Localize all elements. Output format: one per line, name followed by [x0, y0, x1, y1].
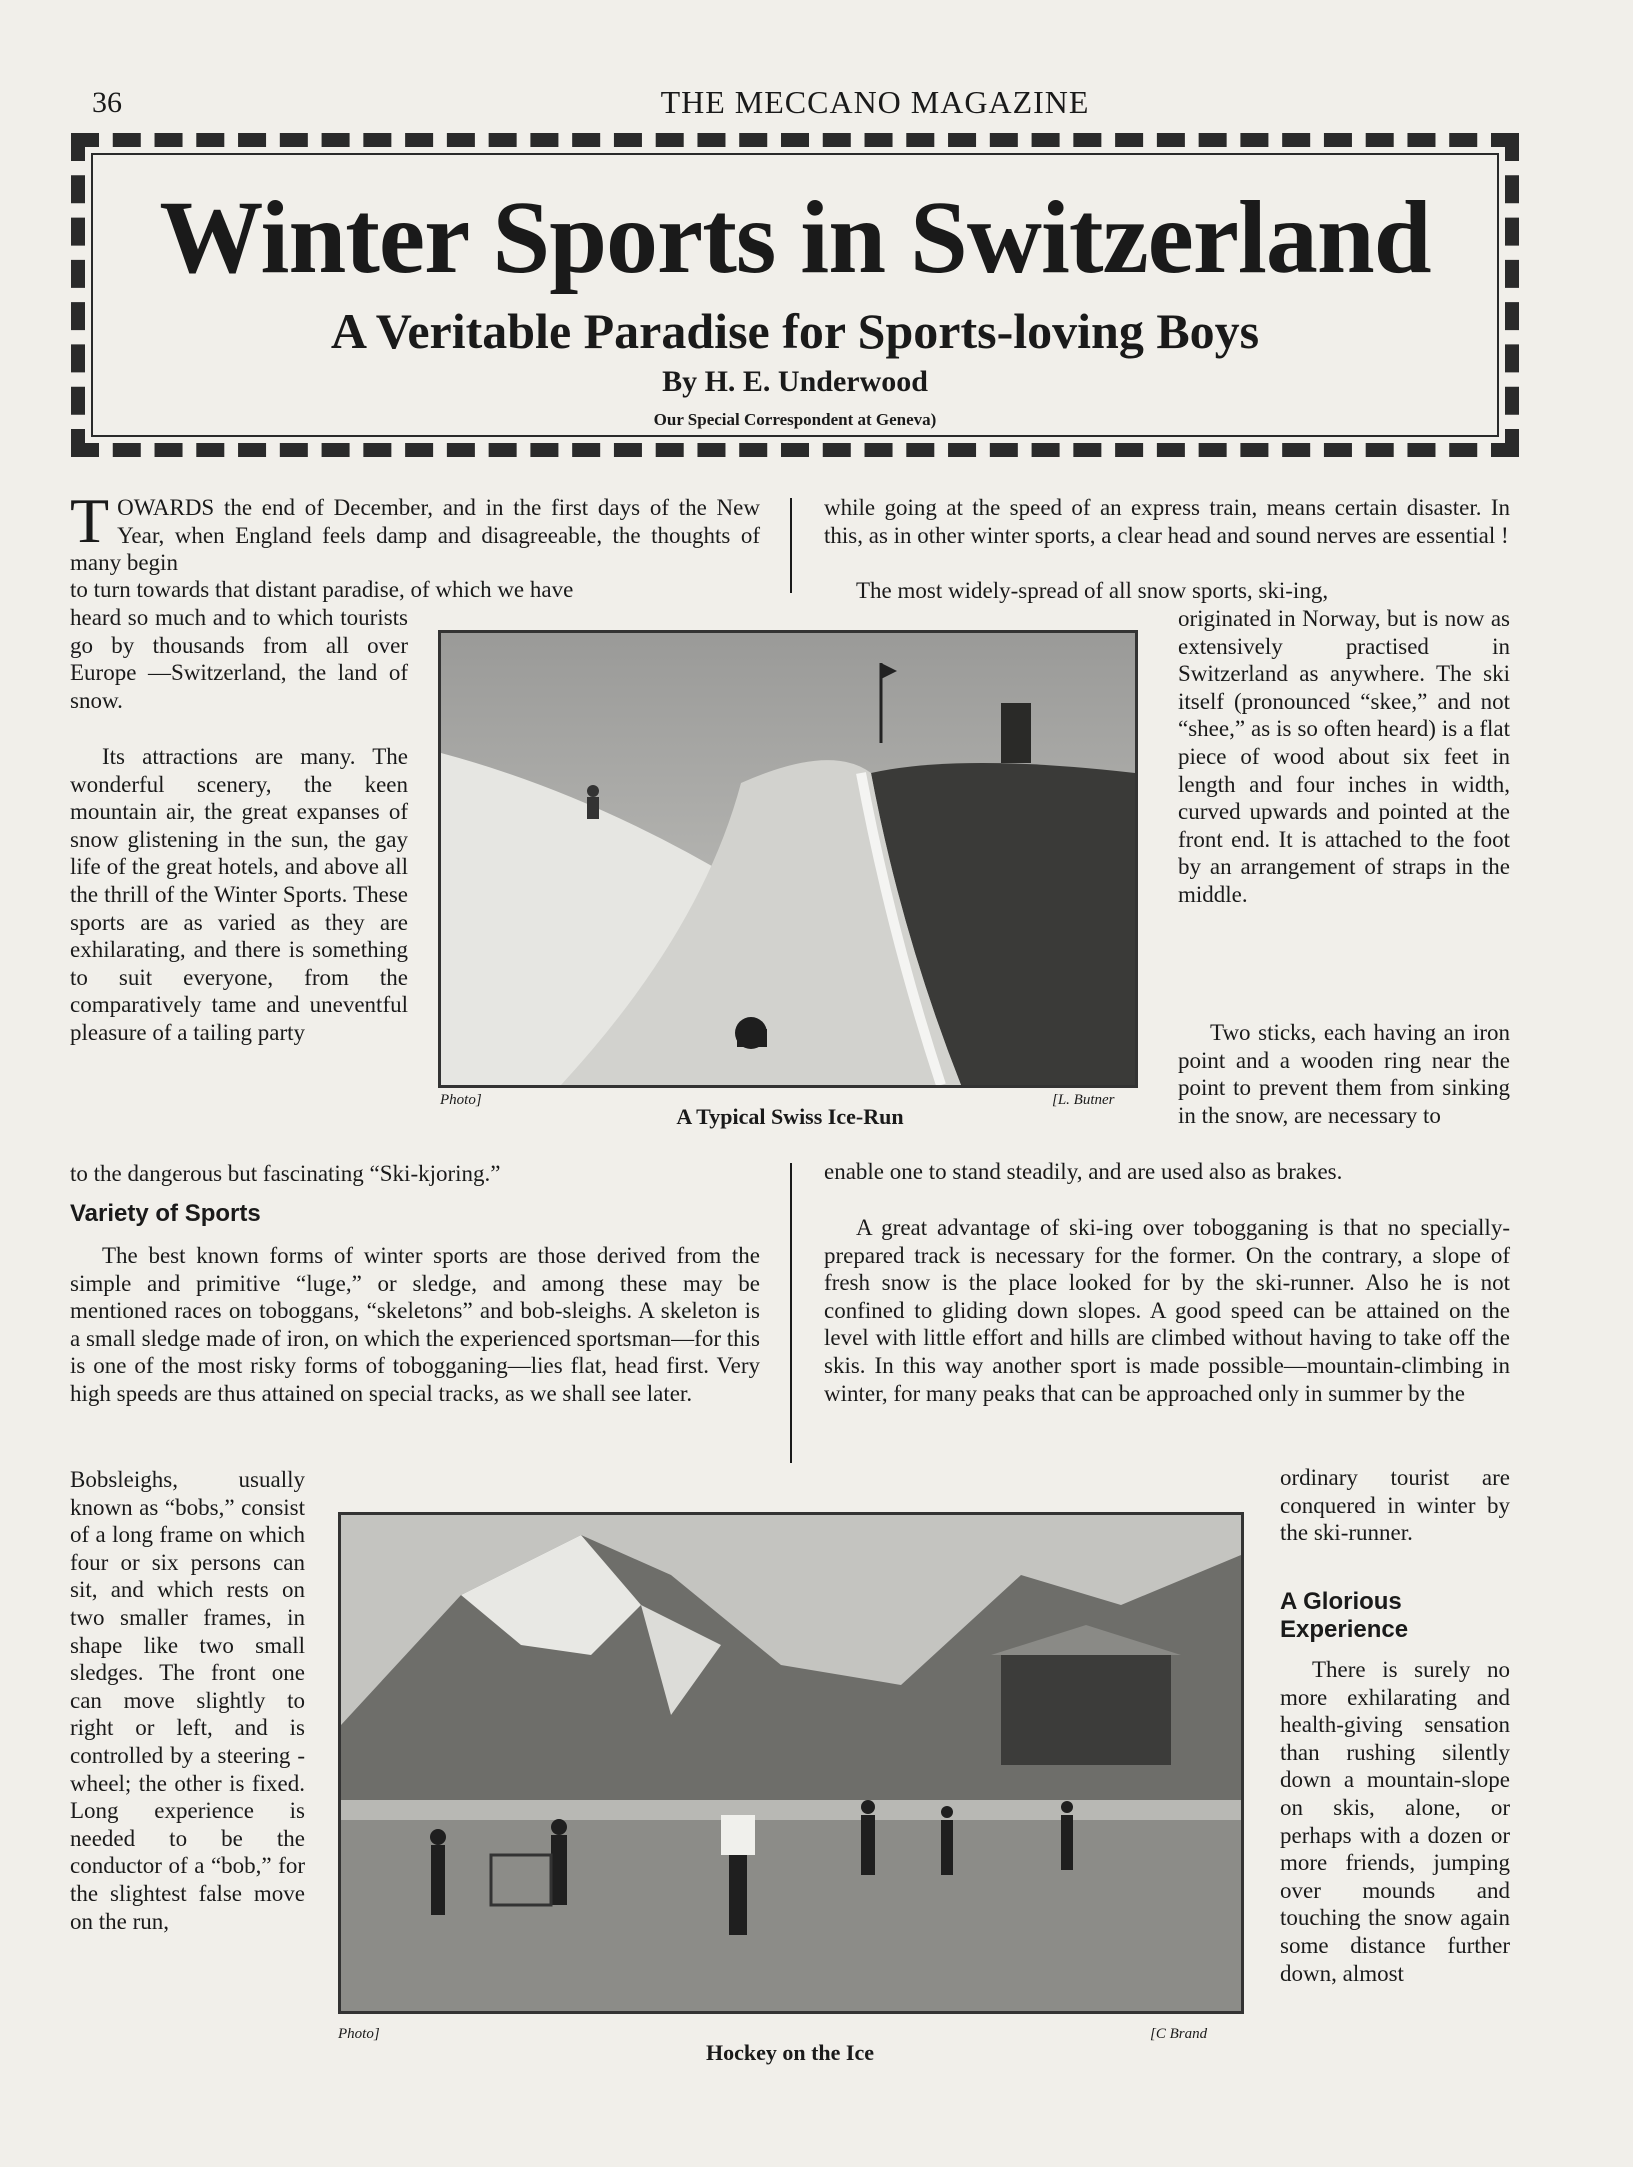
drop-cap: T	[70, 485, 110, 556]
hockey-photo	[338, 1512, 1244, 2014]
intro-line: to turn towards that distant paradise, of which we have	[70, 577, 574, 602]
ice-run-photo	[438, 630, 1138, 1088]
photo2-caption: Hockey on the Ice	[705, 2040, 875, 2065]
correspondent-note: Our Special Correspondent at Geneva)	[653, 410, 937, 429]
byline: By H. E. Underwood	[662, 365, 928, 398]
article-subtitle: A Veritable Paradise for Sports-loving Boys	[330, 303, 1260, 359]
glorious-paragraph: There is surely no more exhilarating and health-giving sensation than rushing silently down a mountain-slope on skis, alone, or perhaps with a dozen or more friends, jumping over mounds and touching the snow again some distance further down, almost	[1280, 1657, 1510, 1986]
photo1-credit-right: [L. Butner	[1052, 1092, 1115, 1108]
bobsleigh-paragraph: Bobsleighs, usually known as “bobs,” consist of a long frame on which four or six persons can sit, and which rests on two smaller frames, in shape like two small sledges. The front one can move slightly to right or left, and is controlled by a steering - wheel; the other is fixed. Long experience is needed to be the conductor of a “bob,” for the slightest false move on the run,	[70, 1467, 305, 1934]
photo2-credit-left: Photo]	[338, 2026, 380, 2042]
photo1-caption: A Typical Swiss Ice-Run	[676, 1104, 904, 1129]
sticks-paragraph: Two sticks, each having an iron point and a wooden ring near the point to prevent them from sinking in the snow, are necessary to	[1178, 1020, 1510, 1128]
intro-wrap-text: heard so much and to which tourists go by thousands from all over Europe —Switzerland, the land of snow.	[70, 605, 408, 713]
photo2-credit-right: [C Brand	[1150, 2026, 1208, 2042]
intro-paragraph	[70, 485, 760, 577]
hockey-image	[341, 1515, 1241, 2011]
advantage-paragraph: A great advantage of ski-ing over tobogganing is that no specially-prepared track is necessary for the former. On the contrary, a slope of fresh snow is the place looked for by the ski-runner. Also he is not confined to gliding down slopes. A good speed can be attained on the level with little effort and hills are climbed without having to take off the skis. In this way another sport is made possible—mountain-climbing in winter, for many peaks that can be approached only in summer by the	[824, 1215, 1510, 1406]
photo1-credit-left: Photo]	[440, 1092, 482, 1108]
skijoring-line: to the dangerous but fascinating “Ski-kjoring.”	[70, 1161, 501, 1186]
ski-paragraph: originated in Norway, but is now as extensively practised in Switzerland as anywhere. The ski itself (pronounced “skee,” and not “shee,” as is so often heard) is a flat piece of wood about six feet in length and four inches in width, curved upwards and pointed at the front end. It is attached to the foot by an arrangement of straps in the middle.	[1178, 606, 1510, 907]
column-divider	[790, 498, 792, 593]
magazine-title: THE MECCANO MAGAZINE	[660, 84, 1090, 120]
ski-intro-line: The most widely-spread of all snow sports, ski-ing,	[856, 578, 1329, 603]
page-number: 36	[92, 86, 122, 119]
right-intro-paragraph: while going at the speed of an express train, means certain disaster. In this, as in other winter sports, a clear head and sound nerves are essential !	[824, 495, 1510, 548]
ice-run-image	[441, 633, 1135, 1085]
sticks-continued: enable one to stand steadily, and are used also as brakes.	[824, 1159, 1343, 1184]
heading-variety-of-sports: Variety of Sports	[70, 1200, 261, 1227]
article-title: Winter Sports in Switzerland	[159, 180, 1431, 295]
variety-paragraph: The best known forms of winter sports are those derived from the simple and primitive “luge,” or sledge, and among these may be mentioned races on toboggans, “skeletons” and bob-sleighs. A skeleton is a small sledge made of iron, on which the experienced sportsman—for this is one of the most risky forms of tobogganing—lies flat, head first. Very high speeds are thus attained on special tracks, as we shall see later.	[70, 1243, 760, 1406]
heading-glorious-experience: A Glorious Experience	[1280, 1588, 1409, 1643]
attractions-paragraph: Its attractions are many. The wonderful scenery, the keen mountain air, the great expanses of snow glistening in the sun, the gay life of the great hotels, and above all the thrill of the Winter Sports. These sports are as varied as they are exhilarating, and there is something to suit everyone, from the comparatively tame and uneventful pleasure of a tailing party	[70, 744, 408, 1045]
column-divider-lower	[790, 1163, 792, 1463]
intro-text: OWARDS the end of December, and in the first days of the New Year, when England feels damp and disagreeable, the thoughts of many begin	[70, 495, 760, 576]
advantage-wrap-text: ordinary tourist are conquered in winter by the ski-runner.	[1280, 1465, 1510, 1546]
